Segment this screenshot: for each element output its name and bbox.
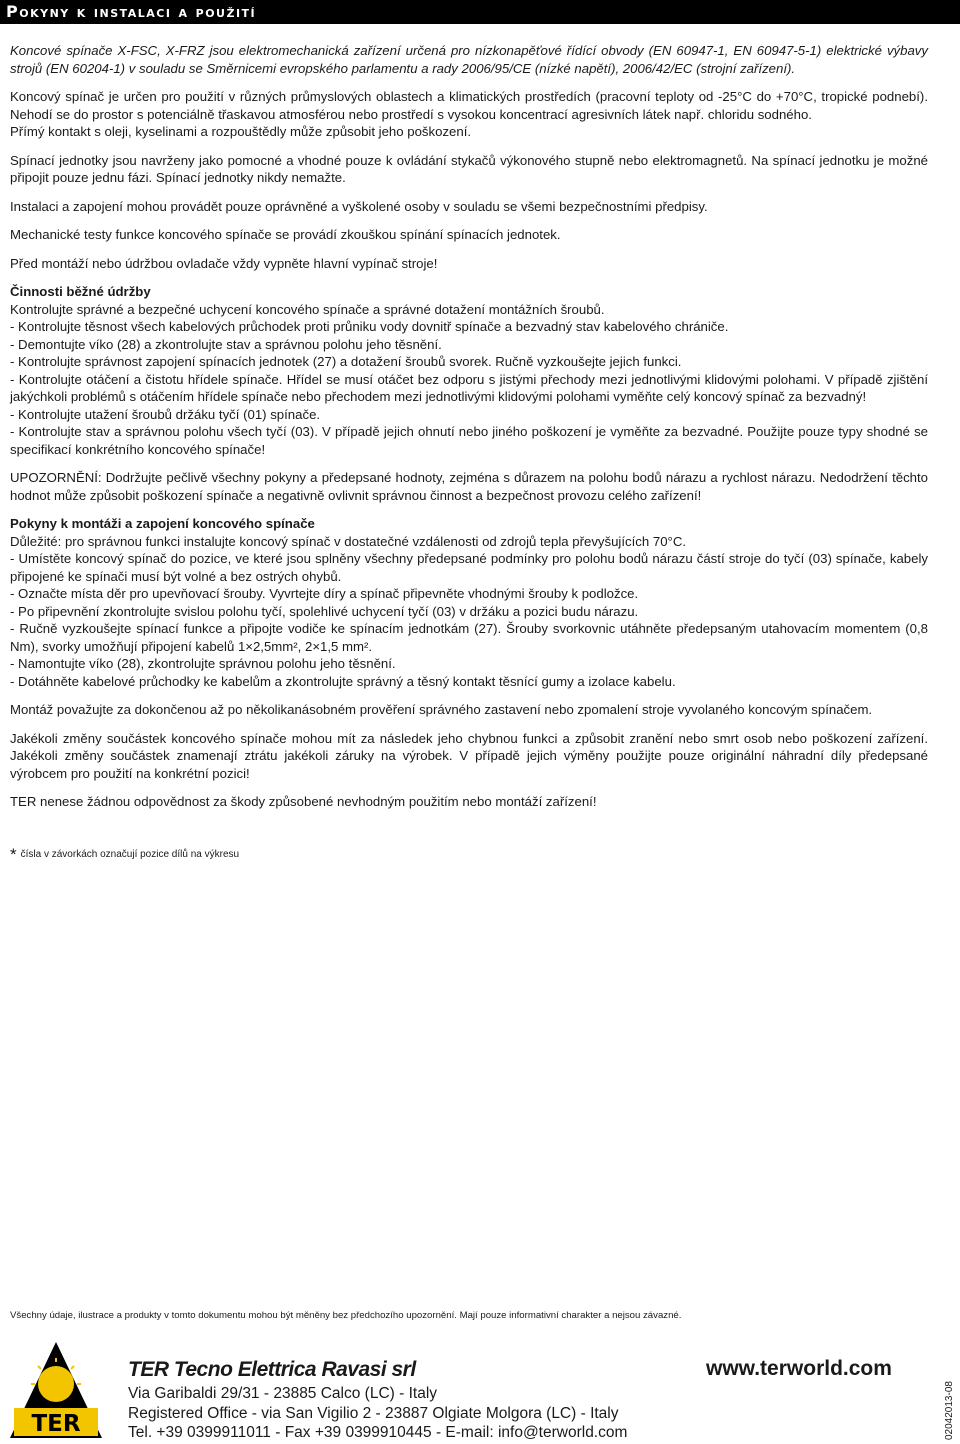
document-body (10, 42, 928, 822)
mech-test-paragraph: Mechanické testy funkce koncového spínače se provádí zkouškou spínání spínacích jednotek. (10, 227, 561, 242)
footnote-asterisk: * (10, 845, 17, 864)
closing-paragraph-2: Jakékoli změny součástek koncového spínače mohou mít za následek jeho chybnou funkci a způsobit zranění nebo smrt osob nebo poškození zařízení. Jakékoli změny součástek znamenají ztrátu jakékoli záruky na výrobek. V případě jejich výměny použijte pouze originální náhradní díly předepsané výrobcem pro použití na konkrétní pozici! (10, 730, 928, 781)
assembly-title: Pokyny k montáži a zapojení koncového spínače (10, 516, 315, 531)
list-item: - Ručně vyzkoušejte spínací funkce a připojte vodiče ke spínacím jednotkám (27). Šrouby svorkovnic utáhněte předepsaným utahovacím momentem (0,8 Nm), svorky umožňují připojení kabelů 1×2,5mm², 2×1,5 mm². (10, 621, 928, 654)
footnote (10, 845, 239, 865)
list-item: - Kontrolujte správnost zapojení spínacích jednotek (27) a dotažení šroubů svorek. Ručně vyzkoušejte jejich funkci. (10, 354, 682, 369)
units-paragraph: Spínací jednotky jsou navrženy jako pomocné a vhodné pouze k ovládání stykačů výkonového stupně nebo elektromagnetů. Na spínací jednotku je možné připojit pouze jednu fázi. Spínací jednotky nikdy nemažte. (10, 152, 928, 185)
logo-sun (38, 1366, 74, 1402)
list-item: - Po připevnění zkontrolujte svislou polohu tyčí, spolehlivé uchycení tyčí (03) v držáku a pozici budu nárazu. (10, 603, 639, 619)
disclaimer: Všechny údaje, ilustrace a produkty v tomto dokumentu mohou být měněny bez předchozího upozornění. Mají pouze informativní charakter a nejsou závazné. (10, 1310, 682, 1321)
list-item: Důležité: pro správnou funkci instalujte koncový spínač v dostatečné vzdálenosti od zdrojů tepla převyšujících 70°C. (10, 533, 687, 549)
maintenance-section (10, 283, 928, 458)
header-bar (0, 0, 960, 24)
intro-paragraph: Koncové spínače X-FSC, X-FRZ jsou elektromechanická zařízení určená pro nízkonapěťové řídící obvody (EN 60947-1, EN 60947-5-1) elektrické výbavy strojů (EN 60204-1) v souladu se Směrnicemi evropského parlamentu a rady 2006/95/CE (nízké napětí), 2006/42/EC (strojní zařízení). (10, 43, 928, 76)
closing-paragraph-3: TER nenese žádnou odpovědnost za škody způsobené nevhodným použitím nebo montáží zařízení! (10, 794, 597, 809)
company-name: TER Tecno Elettrica Ravasi srl (128, 1358, 416, 1381)
closing-paragraph-1: Montáž považujte za dokončenou až po několikanásobném prověření správného zastavení nebo zpomalení stroje vyvolaného koncovým spínačem. (10, 702, 873, 717)
warning-paragraph: UPOZORNĚNÍ: Dodržujte pečlivě všechny pokyny a předepsané hodnoty, zejména s důrazem na polohu bodů nárazu a rychlost nárazu. Nedodržení těchto hodnot může způsobit poškození spínače a negativně ovlivnit správnou činnost a bezpečnost provozu celého zařízení! (10, 470, 928, 503)
list-item: - Kontrolujte těsnost všech kabelových průchodek proti průniku vody dovnitř spínače a bezvadný stav kabelového chráničе. (10, 319, 729, 334)
list-item: - Kontrolujte utažení šroubů držáku tyčí (01) spínače. (10, 406, 321, 422)
install-paragraph: Instalaci a zapojení mohou provádět pouze oprávněné a vyškolené osoby v souladu se všemi bezpečnostními předpisy. (10, 198, 708, 214)
list-item: - Namontujte víko (28), zkontrolujte správnou polohu jeho těsnění. (10, 656, 396, 671)
contact-line: Tel. +39 0399911011 - Fax +39 0399910445 - E-mail: info@terworld.com (128, 1424, 628, 1441)
list-item: - Označte místa děr pro upevňovací šrouby. Vyvrtejte díry a spínač připevněte vhodnými šrouby k podložce. (10, 586, 639, 601)
page-title: Pokyny k instalaci a použití (6, 2, 257, 21)
ter-logo (8, 1340, 104, 1440)
footnote-text: čísla v závorkách označují pozice dílů na výkresu (20, 849, 240, 860)
document-code: 02042013-08 (944, 1381, 955, 1440)
list-item: - Dotáhněte kabelové průchodky ke kabelům a zkontrolujte správný a těsný kontakt těsnící gumy a izolace kabelu. (10, 673, 676, 689)
list-item: - Kontrolujte otáčení a čistotu hřídele spínače. Hřídel se musí otáčet bez odporu s jistými přechody mezi jednotlivými klidovými polohami. V případě zjištění jakýchkoli problémů s otáčením hřídele spínače nebo přechodem mezi jednotlivými klidovými polohami vyměňte celý koncový spínač za bezvadný! (10, 371, 928, 404)
before-paragraph: Před montáží nebo údržbou ovladače vždy vypněte hlavní vypínač stroje! (10, 255, 438, 271)
list-item: - Kontrolujte stav a správnou polohu všech tyčí (03). V případě jejich ohnutí nebo jiného poškození je vyměňte za bezvadné. Použijte pouze typy shodné se specifikací konkrétního koncového spínače! (10, 424, 928, 457)
list-item: - Demontujte víko (28) a zkontrolujte stav a správnou polohu jeho těsnění. (10, 336, 442, 352)
logo-text: TER (31, 1411, 81, 1437)
usage-paragraph: Koncový spínač je určen pro použití v různých průmyslových oblastech a klimatických prostředích (pracovní teploty od -25°C do +70°C, tropické podnebí). Nehodí se do prostor s potenciálně třaskavou atmosférou nebo prostředí s vysokou koncentrací agresivních látek např. chloridu sodného. (10, 89, 928, 122)
maintenance-title: Činnosti běžné údržby (10, 284, 151, 299)
company-address: Via Garibaldi 29/31 - 23885 Calco (LC) - Italy (128, 1385, 438, 1402)
usage-warning-paragraph: Přímý kontakt s oleji, kyselinami a rozpouštědly může způsobit jeho poškození. (10, 124, 472, 139)
list-item: - Umístěte koncový spínač do pozice, ve které jsou splněny všechny předepsané podmínky pro polohu bodů nárazu částí stroje do tyčí (03) spínače, kabely připojené ke spínači musí být volné a bez ostrých ohybů. (10, 551, 928, 584)
assembly-section (10, 515, 928, 690)
list-item: Kontrolujte správné a bezpečné uchycení koncového spínače a správné dotažení montážních šroubů. (10, 301, 605, 317)
registered-office: Registered Office - via San Vigilio 2 - 23887 Olgiate Molgora (LC) - Italy (128, 1405, 619, 1422)
website-link[interactable]: www.terworld.com (706, 1357, 892, 1380)
